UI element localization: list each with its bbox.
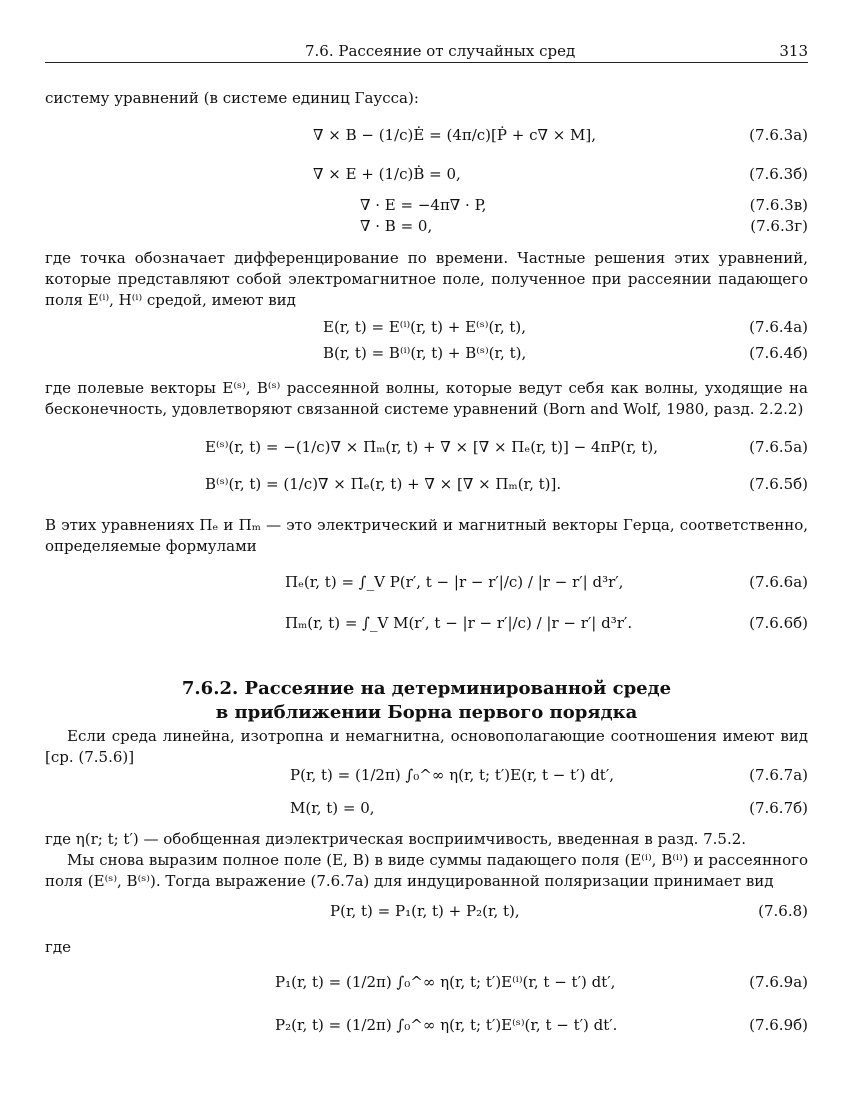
equation-number: (7.6.4б) xyxy=(749,344,808,362)
equation-number: (7.6.9а) xyxy=(749,973,808,991)
paragraph-where: где xyxy=(45,938,71,956)
formula: Πₑ(r, t) = ∫_V P(r′, t − |r − r′|/c) / |r − r′| d³r′, xyxy=(285,573,624,591)
formula: ∇ × B − (1/c)Ė = (4π/c)[Ṗ + c∇ × M], xyxy=(313,126,597,144)
equation-7-6-7b xyxy=(45,797,808,825)
equation-number: (7.6.3в) xyxy=(749,196,808,214)
paragraph-hertz-vectors: В этих уравнениях Πₑ и Πₘ — это электрический и магнитный векторы Герца, соответственно, определяемые формулами xyxy=(45,516,808,555)
equation-number: (7.6.3б) xyxy=(749,165,808,183)
paragraph-solutions: где точка обозначает дифференцирование по времени. Частные решения этих уравнений, которые представляют собой электромагнитное поле, полученное при рассеянии падающего поля E⁽ⁱ⁾, H⁽ⁱ⁾ средой, имеют вид xyxy=(45,249,808,309)
equation-7-6-5a xyxy=(45,436,808,464)
paragraph-intro: систему уравнений (в системе единиц Гаусса): xyxy=(45,89,419,107)
formula: P₁(r, t) = (1/2π) ∫₀^∞ η(r, t; t′)E⁽ⁱ⁾(r, t − t′) dt′, xyxy=(275,973,616,991)
equation-7-6-8 xyxy=(45,900,808,928)
formula: M(r, t) = 0, xyxy=(290,799,375,817)
equation-number: (7.6.3г) xyxy=(750,217,808,235)
formula: Πₘ(r, t) = ∫_V M(r′, t − |r − r′|/c) / |r − r′| d³r′. xyxy=(285,614,633,632)
equation-7-6-3a xyxy=(45,124,808,152)
equation-7-6-6b xyxy=(45,612,808,640)
equation-number: (7.6.6б) xyxy=(749,614,808,632)
header-title: 7.6. Рассеяние от случайных сред xyxy=(305,42,576,60)
equation-7-6-5b xyxy=(45,473,808,501)
paragraph-total-field: Мы снова выразим полное поле (E, B) в виде суммы падающего поля (E⁽ⁱ⁾, B⁽ⁱ⁾) и рассеянного поля (E⁽ˢ⁾, B⁽ˢ⁾). Тогда выражение (7.6.7а) для индуцированной поляризации принимает вид xyxy=(45,851,808,890)
formula: P(r, t) = (1/2π) ∫₀^∞ η(r, t; t′)E(r, t − t′) dt′, xyxy=(290,766,615,784)
equation-number: (7.6.5б) xyxy=(749,475,808,493)
equation-7-6-3b xyxy=(45,163,808,191)
equation-7-6-7a xyxy=(45,764,808,792)
formula: E⁽ˢ⁾(r, t) = −(1/c)∇ × Π̇ₘ(r, t) + ∇ × [∇ × Πₑ(r, t)] − 4πP(r, t), xyxy=(205,438,658,456)
equation-7-6-3g xyxy=(45,215,808,243)
equation-7-6-4b xyxy=(45,342,808,370)
paragraph-scattered-field: где полевые векторы E⁽ˢ⁾, B⁽ˢ⁾ рассеянной волны, которые ведут себя как волны, уходящие на бесконечность, удовлетворяют связанной системе уравнений (Born and Wolf, 1980, разд. 2.2.2) xyxy=(45,379,808,418)
formula: B(r, t) = B⁽ⁱ⁾(r, t) + B⁽ˢ⁾(r, t), xyxy=(323,344,527,362)
equation-7-6-4a xyxy=(45,316,808,344)
formula: ∇ × E + (1/c)Ḃ = 0, xyxy=(313,165,461,183)
running-header xyxy=(45,40,808,63)
equation-number: (7.6.9б) xyxy=(749,1016,808,1034)
equation-number: (7.6.7а) xyxy=(749,766,808,784)
formula: E(r, t) = E⁽ⁱ⁾(r, t) + E⁽ˢ⁾(r, t), xyxy=(323,318,527,336)
equation-number: (7.6.4а) xyxy=(749,318,808,336)
formula: ∇ · E = −4π∇ · P, xyxy=(360,196,487,214)
paragraph-susceptibility: где η(r; t; t′) — обобщенная диэлектрическая восприимчивость, введенная в разд. 7.5.2. xyxy=(45,830,747,848)
equation-7-6-6a xyxy=(45,571,808,599)
equation-number: (7.6.3а) xyxy=(749,126,808,144)
paragraph-linear-medium: Если среда линейна, изотропна и немагнитна, основополагающие соотношения имеют вид [ср. (7.5.6)] xyxy=(45,727,808,766)
equation-number: (7.6.5а) xyxy=(749,438,808,456)
equation-7-6-9b xyxy=(45,1014,808,1042)
formula: ∇ · B = 0, xyxy=(360,217,433,235)
section-heading-line-2: в приближении Борна первого порядка xyxy=(215,702,638,723)
equation-7-6-9a xyxy=(45,971,808,999)
page-number: 313 xyxy=(779,42,808,60)
formula: B⁽ˢ⁾(r, t) = (1/c)∇ × Π̇ₑ(r, t) + ∇ × [∇ × Πₘ(r, t)]. xyxy=(205,475,562,493)
formula: P₂(r, t) = (1/2π) ∫₀^∞ η(r, t; t′)E⁽ˢ⁾(r, t − t′) dt′. xyxy=(275,1016,618,1034)
formula: P(r, t) = P₁(r, t) + P₂(r, t), xyxy=(330,902,520,920)
equation-number: (7.6.6а) xyxy=(749,573,808,591)
section-heading-line-1: 7.6.2. Рассеяние на детерминированной среде xyxy=(181,678,672,699)
equation-number: (7.6.7б) xyxy=(749,799,808,817)
equation-number: (7.6.8) xyxy=(758,902,808,920)
